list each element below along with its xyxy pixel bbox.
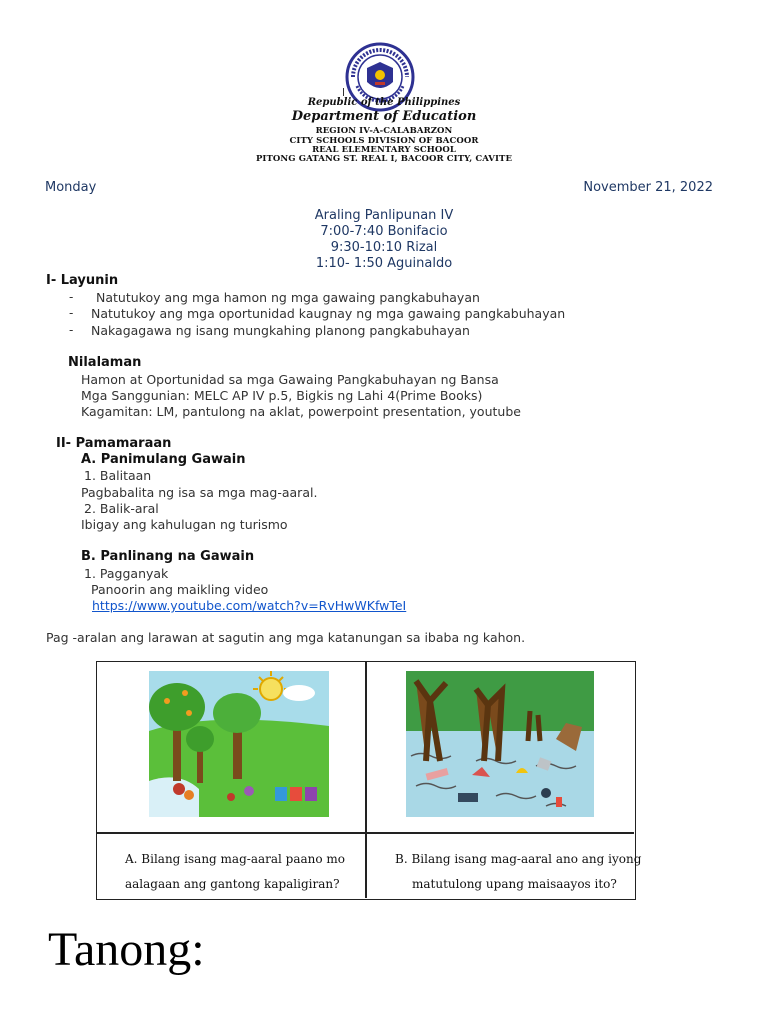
balik-aral-label: 2. Balik-aral <box>84 501 159 516</box>
seal-divider <box>343 88 344 96</box>
youtube-link[interactable]: https://www.youtube.com/watch?v=RvHwWKfwTeI <box>92 598 407 613</box>
nilalaman-line-1: Hamon at Oportunidad sa mga Gawaing Pangkabuhayan ng Bansa <box>81 372 499 387</box>
panlinang-gawain-heading: B. Panlinang na Gawain <box>81 549 255 564</box>
balitaan-desc: Pagbabalita ng isa sa mga mag-aaral. <box>81 485 318 500</box>
pagganyak-label: 1. Pagganyak <box>84 566 169 581</box>
balik-aral-desc: Ibigay ang kahulugan ng turismo <box>81 517 288 532</box>
clean-environment-image <box>149 671 329 817</box>
layunin-item-1: Natutukoy ang mga hamon ng mga gawaing pangkabuhayan <box>96 290 480 305</box>
schedule-2: 9:30-10:10 Rizal <box>330 240 438 255</box>
header-address: PITONG GATANG ST. REAL I, BACOOR CITY, CAVITE <box>255 154 513 164</box>
schedule-3: 1:10- 1:50 Aguinaldo <box>315 256 453 271</box>
pagganyak-desc: Panoorin ang maikling video <box>91 582 269 597</box>
header-school: REAL ELEMENTARY SCHOOL <box>312 145 456 155</box>
layunin-item-2: Natutukoy ang mga oportunidad kaugnay ng mga gawaing pangkabuhayan <box>91 306 566 321</box>
question-a-line-2: aalagaan ang gantong kapaligiran? <box>125 877 340 891</box>
nilalaman-line-2: Mga Sanggunian: MELC AP IV p.5, Bigkis ng Lahi 4(Prime Books) <box>81 388 483 403</box>
tanong-heading: Tanong: <box>48 923 205 976</box>
nilalaman-line-3: Kagamitan: LM, pantulong na aklat, powerpoint presentation, youtube <box>81 404 521 419</box>
bullet-dash: - <box>69 306 74 320</box>
header-division: CITY SCHOOLS DIVISION OF BACOOR <box>289 136 479 146</box>
question-b-line-2: matutulong upang maisaayos ito? <box>412 877 617 891</box>
header-republic: Republic of the Philippines <box>307 97 461 108</box>
nilalaman-heading: Nilalaman <box>68 355 142 370</box>
subject-title: Araling Panlipunan IV <box>314 208 454 223</box>
bullet-dash: - <box>69 323 74 337</box>
table-divider-horizontal <box>96 832 634 834</box>
day-label: Monday <box>45 180 97 195</box>
table-divider-vertical <box>365 661 367 898</box>
instruction-text: Pag -aralan ang larawan at sagutin ang mga katanungan sa ibaba ng kahon. <box>46 630 526 645</box>
panimulang-gawain-heading: A. Panimulang Gawain <box>81 452 246 467</box>
date-label: November 21, 2022 <box>583 180 713 195</box>
bullet-dash: - <box>69 290 74 304</box>
layunin-heading: I- Layunin <box>46 273 119 288</box>
layunin-item-3: Nakagagawa ng isang mungkahing planong pangkabuhayan <box>91 323 470 338</box>
header-region: REGION IV-A-CALABARZON <box>315 126 453 136</box>
balitaan-label: 1. Balitaan <box>84 468 152 483</box>
polluted-environment-image <box>406 671 594 817</box>
question-b-line-1: B. Bilang isang mag-aaral ano ang iyong <box>395 852 642 866</box>
pamamaraan-heading: II- Pamamaraan <box>56 436 172 451</box>
schedule-1: 7:00-7:40 Bonifacio <box>320 224 448 239</box>
question-a-line-1: A. Bilang isang mag-aaral paano mo <box>125 852 346 866</box>
header-department: Department of Education <box>291 109 477 124</box>
